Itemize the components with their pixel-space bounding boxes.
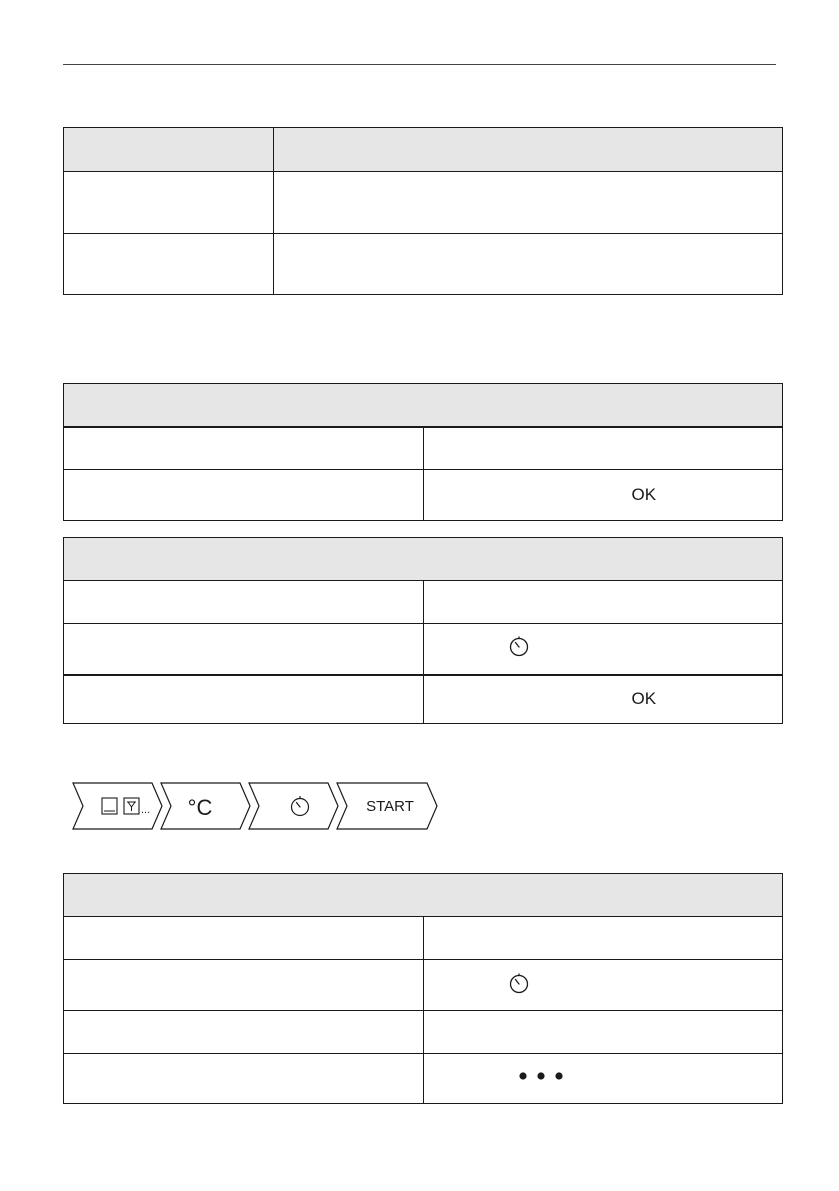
table-cell — [274, 234, 783, 295]
timer-icon — [508, 635, 530, 662]
step-number — [64, 427, 424, 470]
table-row — [64, 234, 783, 295]
step-text — [423, 917, 783, 960]
step-number — [64, 917, 424, 960]
table-row — [64, 172, 783, 234]
step-text — [423, 427, 783, 470]
steps-table-2 — [63, 537, 783, 724]
table-row — [64, 1054, 783, 1104]
table-row — [64, 470, 783, 521]
step-number — [64, 1011, 424, 1054]
table-row — [64, 427, 783, 470]
table-cell — [64, 172, 274, 234]
ok-symbol: OK — [631, 689, 657, 709]
info-table-header-2 — [274, 128, 783, 172]
step-number — [64, 624, 424, 675]
step-text — [423, 1054, 783, 1104]
steps-table-1 — [63, 383, 783, 521]
step-number — [64, 581, 424, 624]
info-table-header-1 — [64, 128, 274, 172]
table-row — [64, 960, 783, 1011]
timer-icon — [508, 972, 530, 999]
table-row — [64, 675, 783, 724]
table-cell — [64, 234, 274, 295]
steps-table-header — [64, 874, 783, 917]
step-text — [423, 624, 783, 675]
sequence-step-timer — [249, 783, 338, 829]
table-row — [64, 917, 783, 960]
step-text — [423, 960, 783, 1011]
step-number — [64, 1054, 424, 1104]
steps-table-header — [64, 384, 783, 427]
step-number — [64, 675, 424, 724]
steps-table-3 — [63, 873, 783, 1104]
settings-sequence — [72, 782, 442, 830]
table-row — [64, 581, 783, 624]
step-text — [423, 1011, 783, 1054]
step-number — [64, 960, 424, 1011]
temperature-symbol: °C — [187, 795, 213, 820]
table-row — [64, 624, 783, 675]
table-cell — [274, 172, 783, 234]
steps-table-header — [64, 538, 783, 581]
step-text — [423, 470, 783, 521]
info-table — [63, 127, 783, 295]
step-text — [423, 675, 783, 724]
table-row — [64, 1011, 783, 1054]
step-number — [64, 470, 424, 521]
ok-symbol: OK — [631, 485, 657, 504]
header-rule — [63, 64, 776, 65]
step-text — [423, 581, 783, 624]
start-label: START — [366, 798, 414, 815]
three-dots-icon — [518, 1069, 568, 1088]
function-more-dots: ... — [141, 804, 151, 816]
